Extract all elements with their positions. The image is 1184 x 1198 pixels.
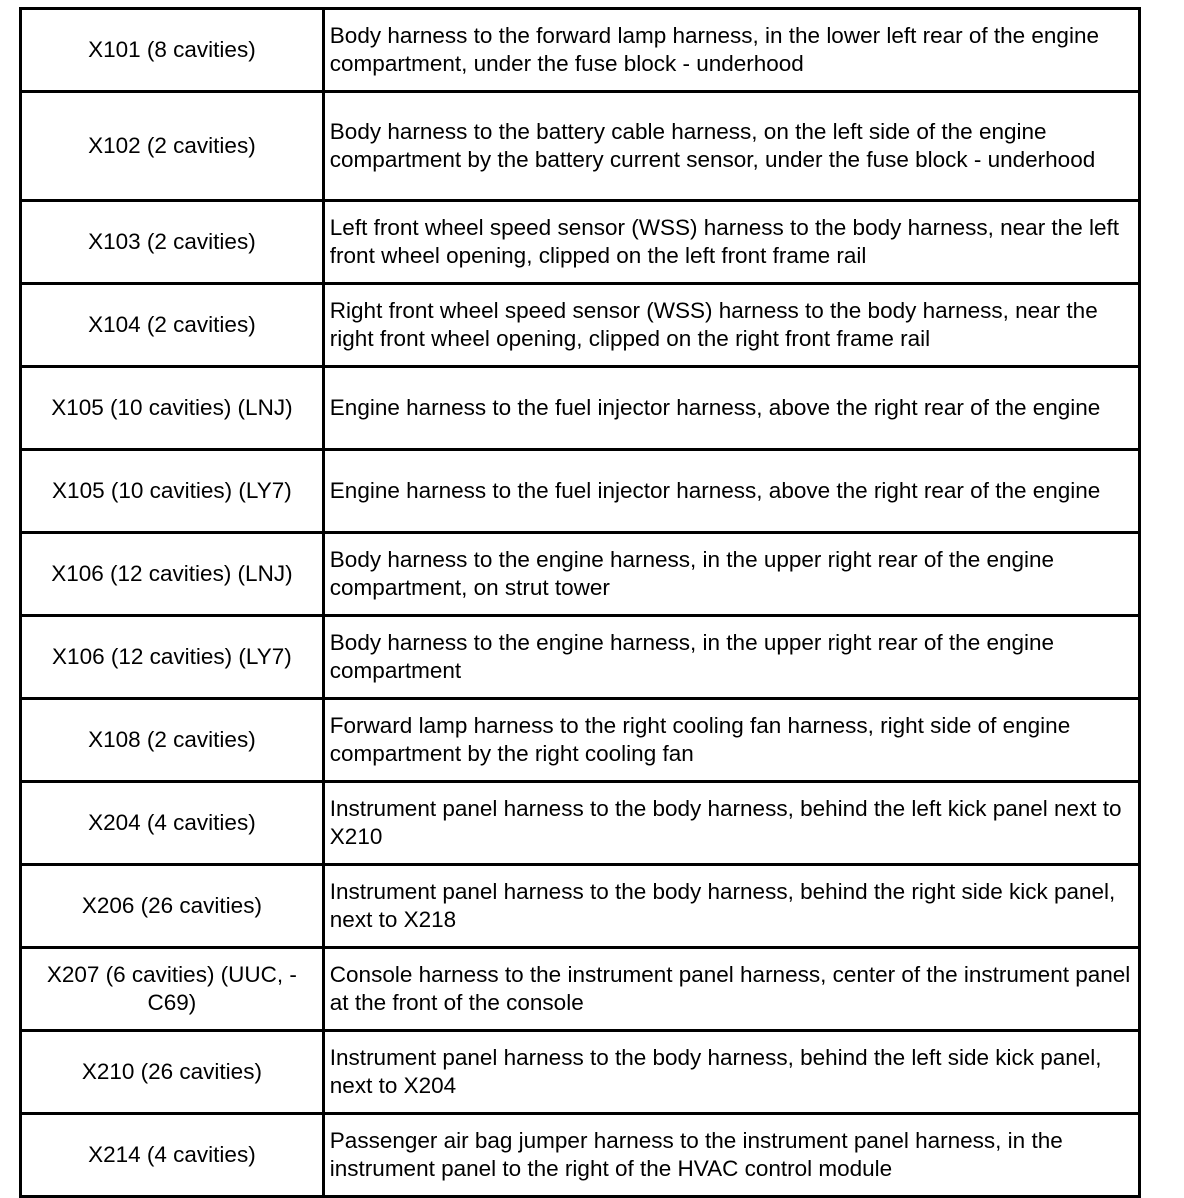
table-row bbox=[21, 699, 1140, 782]
connector-location-cell: Left front wheel speed sensor (WSS) harness to the body harness, near the left front wheel opening, clipped on the left front frame rail bbox=[323, 201, 1139, 284]
connector-id-cell: X102 (2 cavities) bbox=[21, 92, 324, 201]
connector-id-cell: X104 (2 cavities) bbox=[21, 284, 324, 367]
table-row bbox=[21, 284, 1140, 367]
connector-location-cell: Passenger air bag jumper harness to the instrument panel harness, in the instrument panel to the right of the HVAC control module bbox=[323, 1114, 1139, 1197]
table-row bbox=[21, 367, 1140, 450]
connector-id-cell: X105 (10 cavities) (LNJ) bbox=[21, 367, 324, 450]
connector-id-cell: X103 (2 cavities) bbox=[21, 201, 324, 284]
connector-location-cell: Engine harness to the fuel injector harness, above the right rear of the engine bbox=[323, 450, 1139, 533]
connector-location-cell: Body harness to the battery cable harness, on the left side of the engine compartment by the battery current sensor, under the fuse block - underhood bbox=[323, 92, 1139, 201]
connector-id-cell: X106 (12 cavities) (LNJ) bbox=[21, 533, 324, 616]
connector-location-cell: Engine harness to the fuel injector harness, above the right rear of the engine bbox=[323, 367, 1139, 450]
connector-id-cell: X108 (2 cavities) bbox=[21, 699, 324, 782]
table-row bbox=[21, 616, 1140, 699]
connector-id-cell: X101 (8 cavities) bbox=[21, 9, 324, 92]
connector-location-cell: Instrument panel harness to the body harness, behind the left kick panel next to X210 bbox=[323, 782, 1139, 865]
connector-id-cell: X206 (26 cavities) bbox=[21, 865, 324, 948]
table-row bbox=[21, 450, 1140, 533]
connector-location-cell: Instrument panel harness to the body harness, behind the right side kick panel, next to X218 bbox=[323, 865, 1139, 948]
connector-id-cell: X207 (6 cavities) (UUC, -C69) bbox=[21, 948, 324, 1031]
connector-id-cell: X106 (12 cavities) (LY7) bbox=[21, 616, 324, 699]
connector-table bbox=[19, 7, 1141, 1198]
connector-id-cell: X204 (4 cavities) bbox=[21, 782, 324, 865]
table-row bbox=[21, 201, 1140, 284]
table-row bbox=[21, 865, 1140, 948]
connector-location-cell: Body harness to the engine harness, in the upper right rear of the engine compartment, on strut tower bbox=[323, 533, 1139, 616]
connector-location-cell: Forward lamp harness to the right cooling fan harness, right side of engine compartment by the right cooling fan bbox=[323, 699, 1139, 782]
table-row bbox=[21, 1114, 1140, 1197]
table-row bbox=[21, 9, 1140, 92]
connector-id-cell: X214 (4 cavities) bbox=[21, 1114, 324, 1197]
connector-location-cell: Right front wheel speed sensor (WSS) harness to the body harness, near the right front wheel opening, clipped on the right front frame rail bbox=[323, 284, 1139, 367]
table-row bbox=[21, 1031, 1140, 1114]
table-row bbox=[21, 782, 1140, 865]
connector-location-cell: Body harness to the forward lamp harness, in the lower left rear of the engine compartment, under the fuse block - underhood bbox=[323, 9, 1139, 92]
connector-location-cell: Instrument panel harness to the body harness, behind the left side kick panel, next to X204 bbox=[323, 1031, 1139, 1114]
table-row bbox=[21, 533, 1140, 616]
connector-location-cell: Console harness to the instrument panel harness, center of the instrument panel at the front of the console bbox=[323, 948, 1139, 1031]
table-row bbox=[21, 92, 1140, 201]
connector-location-cell: Body harness to the engine harness, in the upper right rear of the engine compartment bbox=[323, 616, 1139, 699]
connector-id-cell: X105 (10 cavities) (LY7) bbox=[21, 450, 324, 533]
table-row bbox=[21, 948, 1140, 1031]
connector-id-cell: X210 (26 cavities) bbox=[21, 1031, 324, 1114]
